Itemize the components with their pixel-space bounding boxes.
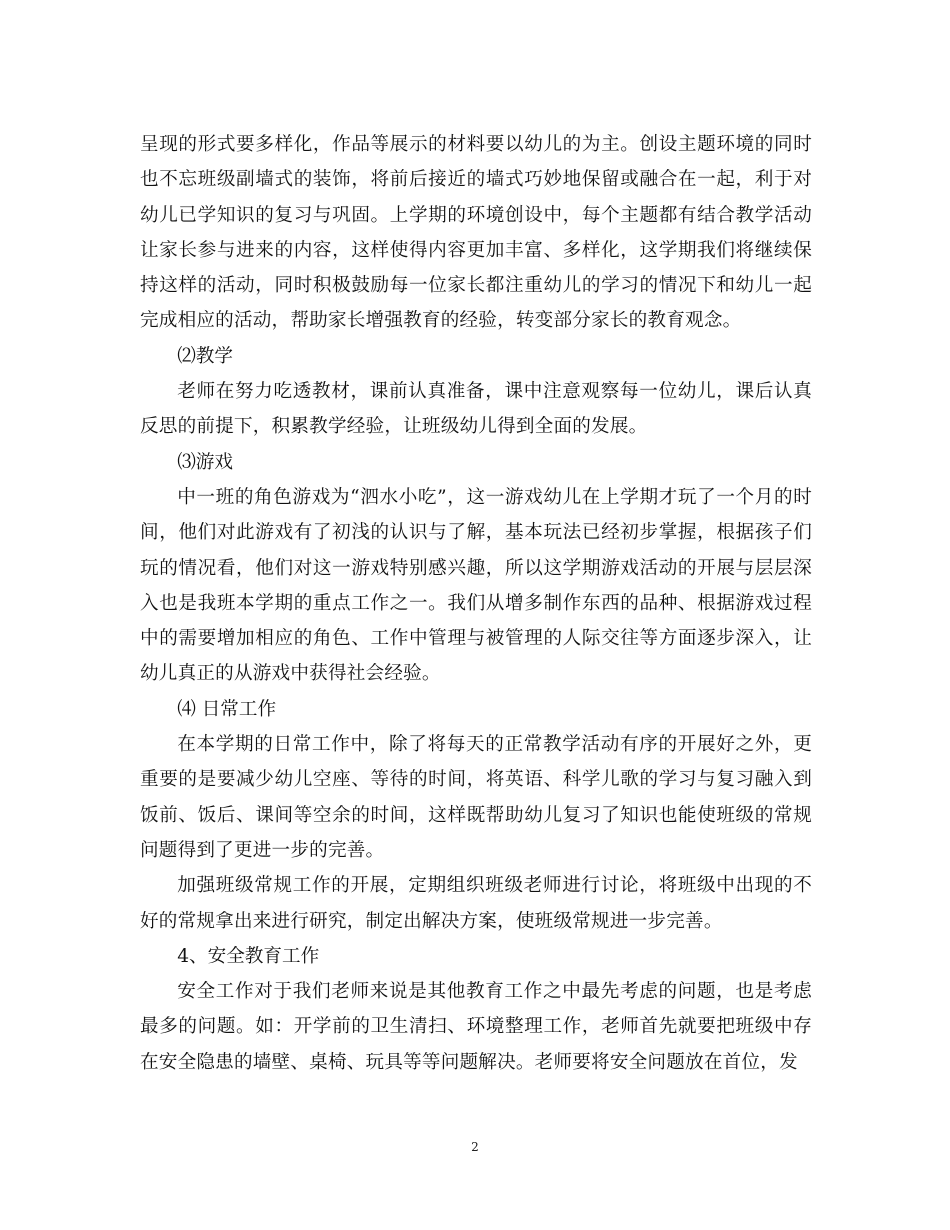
heading-safety-education: 4、安全教育工作 — [177, 945, 320, 967]
paragraph-daily-work: 在本学期的日常工作中，除了将每天的正常教学活动有序的开展好之外，更重要的是要减少幼儿空座、等待的时间，将英语、科学儿歌的学习与复习融入到饭前、饭后、课间等空余的时间，这样既帮助幼儿复习了知识也能使班级的常规问题得到了更进一步的完善。 — [140, 734, 812, 861]
heading-teaching: ⑵教学 — [177, 345, 233, 367]
heading-games: ⑶游戏 — [177, 451, 233, 473]
paragraph-environment-continued: 呈现的形式要多样化，作品等展示的材料要以幼儿的为主。创设主题环境的同时也不忘班级副墙式的装饰，将前后接近的墙式巧妙地保留或融合在一起，利于对幼儿已学知识的复习与巩固。上学期的环境创设中，每个主题都有结合教学活动让家长参与进来的内容，这样使得内容更加丰富、多样化，这学期我们将继续保持这样的活动，同时积极鼓励每一位家长都注重幼儿的学习的情况下和幼儿一起完成相应的活动，帮助家长增强教育的经验，转变部分家长的教育观念。 — [140, 134, 812, 332]
page-number: 2 — [471, 1140, 479, 1154]
paragraph-class-routine: 加强班级常规工作的开展，定期组织班级老师进行讨论，将班级中出现的不好的常规拿出来进行研究，制定出解决方案，使班级常规进一步完善。 — [140, 875, 812, 932]
paragraph-games: 中一班的角色游戏为“泗水小吃”，这一游戏幼儿在上学期才玩了一个月的时间，他们对此游戏有了初浅的认识与了解，基本玩法已经初步掌握，根据孩子们玩的情况看，他们对这一游戏特别感兴趣，所以这学期游戏活动的开展与层层深入也是我班本学期的重点工作之一。我们从增多制作东西的品种、根据游戏过程中的需要增加相应的角色、工作中管理与被管理的人际交往等方面逐步深入，让幼儿真正的从游戏中获得社会经验。 — [140, 486, 812, 685]
document-body — [140, 127, 812, 1080]
paragraph-safety-education: 安全工作对于我们老师来说是其他教育工作之中最先考虑的问题，也是考虑最多的问题。如：开学前的卫生清扫、环境整理工作，老师首先就要把班级中存在安全隐患的墙壁、桌椅、玩具等等问题解决。老师要将安全问题放在首位，发 — [140, 981, 812, 1073]
heading-daily-work: ⑷ 日常工作 — [177, 698, 277, 720]
paragraph-teaching: 老师在努力吃透教材，课前认真准备，课中注意观察每一位幼儿，课后认真反思的前提下，积累教学经验，让班级幼儿得到全面的发展。 — [140, 381, 812, 438]
